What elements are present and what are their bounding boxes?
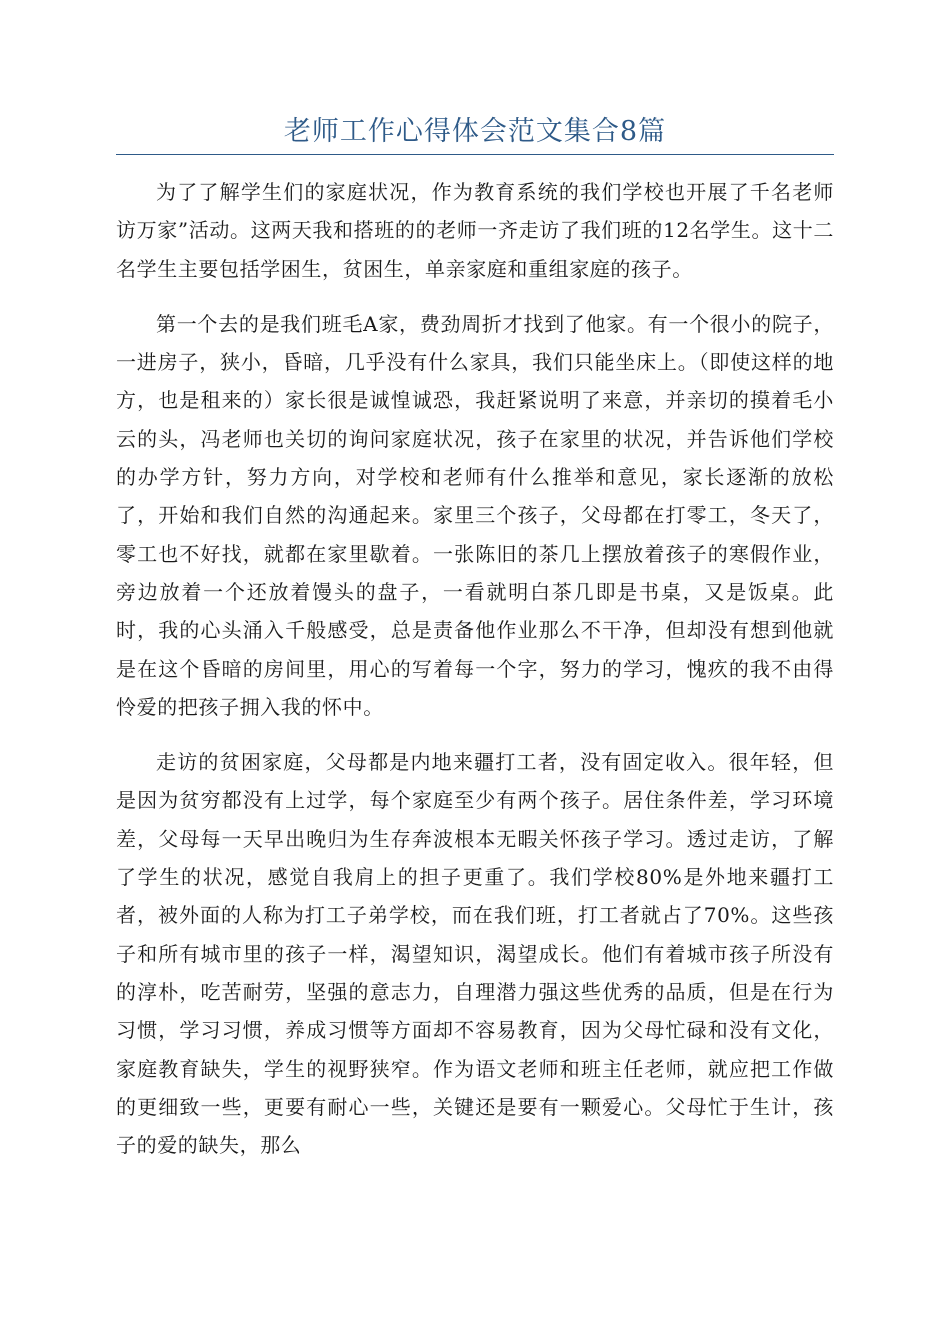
- title-underline: [116, 154, 834, 155]
- paragraph-3: 走访的贫困家庭，父母都是内地来疆打工者，没有固定收入。很年轻，但是因为贫穷都没有上过学，每个家庭至少有两个孩子。居住条件差，学习环境差，父母每一天早出晚归为生存奔波根本无暇关怀孩子学习。透过走访，了解了学生的状况，感觉自我肩上的担子更重了。我们学校80%是外地来疆打工者，被外面的人称为打工子弟学校，而在我们班，打工者就占了70%。这些孩子和所有城市里的孩子一样，渴望知识，渴望成长。他们有着城市孩子所没有的淳朴，吃苦耐劳，坚强的意志力，自理潜力强这些优秀的品质，但是在行为习惯，学习习惯，养成习惯等方面却不容易教育，因为父母忙碌和没有文化，家庭教育缺失，学生的视野狭窄。作为语文老师和班主任老师，就应把工作做的更细致一些，更要有耐心一些，关键还是要有一颗爱心。父母忙于生计，孩子的爱的缺失，那么: [116, 750, 834, 1158]
- document-title: 老师工作心得体会范文集合8篇: [283, 116, 667, 147]
- paragraph-2: 第一个去的是我们班毛A家，费劲周折才找到了他家。有一个很小的院子，一进房子，狭小，昏暗，几乎没有什么家具，我们只能坐床上。（即使这样的地方，也是租来的）家长很是诚惶诚恐，我赶紧说明了来意，并亲切的摸着毛小云的头，冯老师也关切的询问家庭状况，孩子在家里的状况，并告诉他们学校的办学方针，努力方向，对学校和老师有什么推举和意见，家长逐渐的放松了，开始和我们自然的沟通起来。家里三个孩子，父母都在打零工，冬天了，零工也不好找，就都在家里歇着。一张陈旧的茶几上摆放着孩子的寒假作业，旁边放着一个还放着馒头的盘子，一看就明白茶几即是书桌，又是饭桌。此时，我的心头涌入千般感受，总是责备他作业那么不干净，但却没有想到他就是在这个昏暗的房间里，用心的写着每一个字，努力的学习，愧疚的我不由得怜爱的把孩子拥入我的怀中。: [116, 311, 834, 719]
- document-body: [116, 173, 834, 1181]
- paragraph-1: 为了了解学生们的家庭状况，作为教育系统的我们学校也开展了千名老师访万家”活动。这两天我和搭班的的老师一齐走访了我们班的12名学生。这十二名学生主要包括学困生，贫困生，单亲家庭和重组家庭的孩子。: [116, 180, 834, 281]
